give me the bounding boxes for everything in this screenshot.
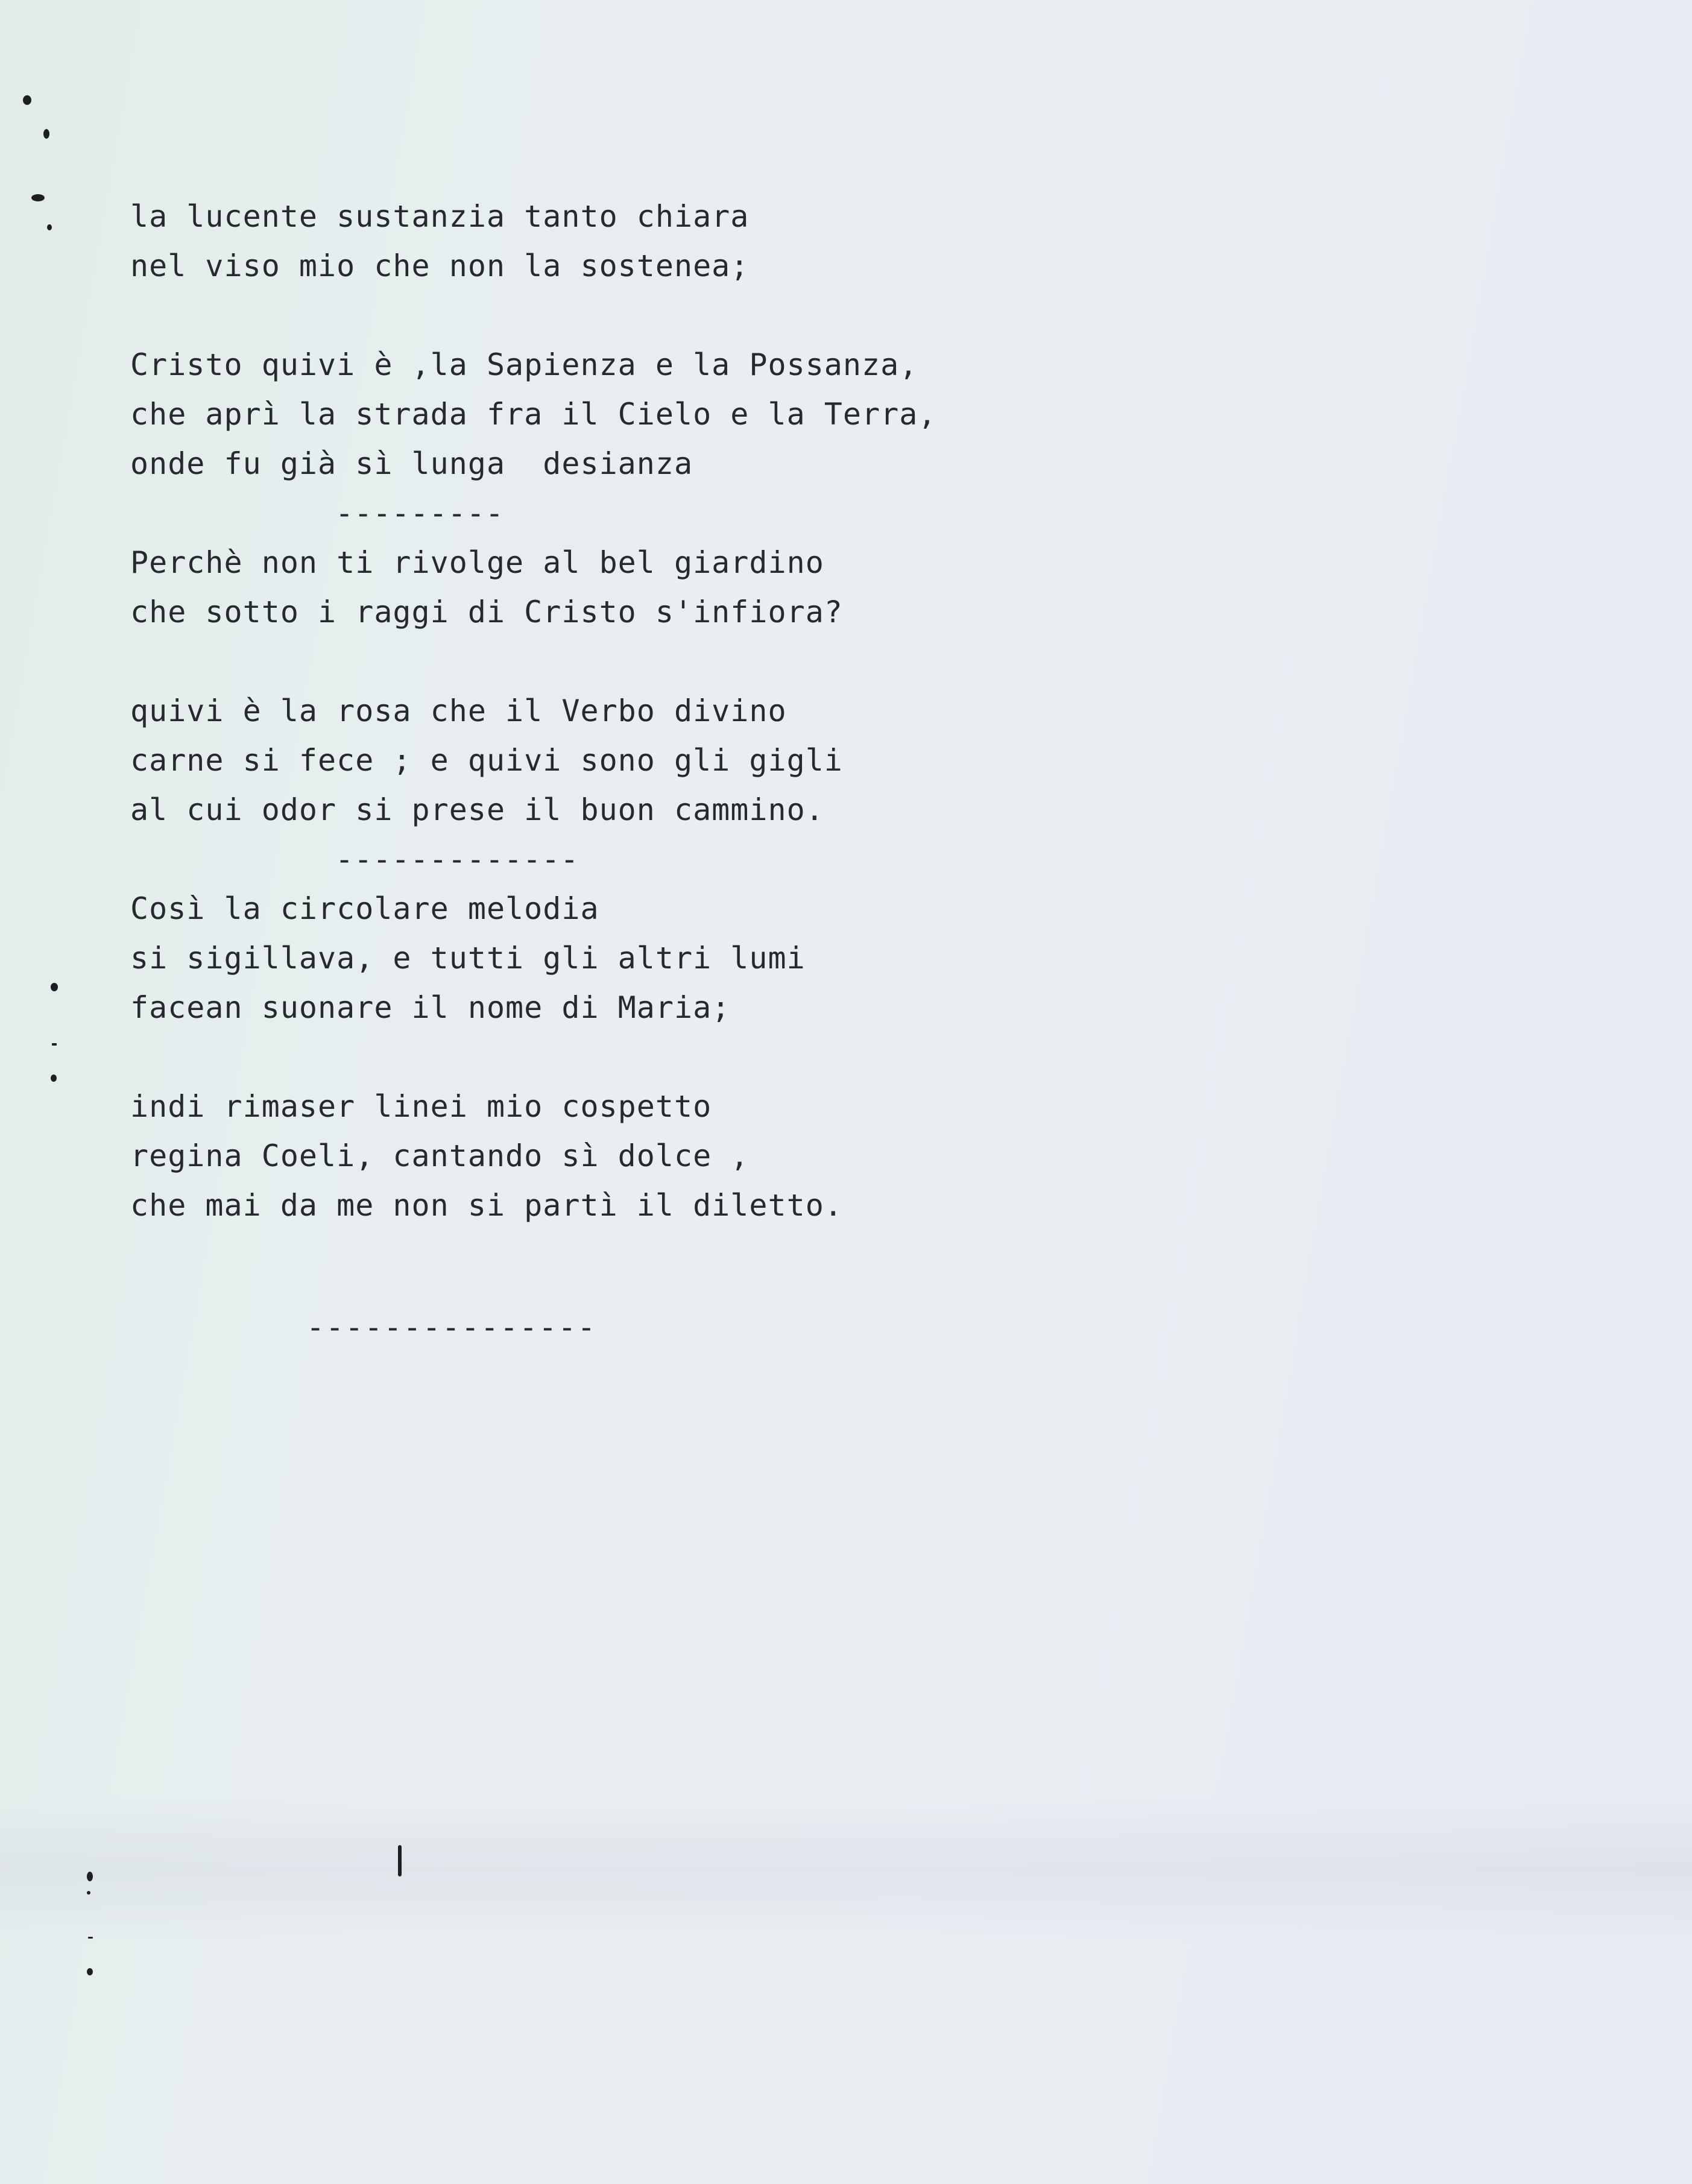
poem-line: al cui odor si prese il buon cammino. [130,792,824,827]
poem-line: Perchè non ti rivolge al bel giardino [130,545,824,580]
poem-line: si sigillava, e tutti gli altri lumi [130,941,806,976]
poem-line: nel viso mio che non la sostenea; [130,248,750,283]
binding-mark [51,1075,57,1082]
stanza-gap [130,1032,1517,1082]
separator-line: --------- [335,496,504,531]
poem-line: che sotto i raggi di Cristo s'infiora? [130,595,843,630]
separator-line: ------------- [335,842,579,877]
poem-body [130,192,1517,1230]
binding-mark [87,1891,90,1895]
poem-line: Così la circolare melodia [130,891,599,926]
closing-separator: --------------- [306,1310,597,1345]
show-through-band [0,1797,1692,1942]
poem-line: regina Coeli, cantando sì dolce , [130,1138,750,1173]
poem-line: carne si fece ; e quivi sono gli gigli [130,743,843,778]
binding-mark [88,1937,93,1939]
poem-line: la lucente sustanzia tanto chiara [130,199,750,234]
binding-mark [87,1968,93,1975]
binding-mark [51,983,58,991]
stanza-gap [130,291,1517,340]
poem-line: indi rimaser linei mio cospetto [130,1089,712,1124]
poem-line: che mai da me non si partì il diletto. [130,1188,843,1223]
binding-mark [52,1043,57,1046]
ink-mark [398,1845,402,1876]
poem-line: onde fu già sì lunga desianza [130,446,693,481]
binding-mark [47,224,52,230]
binding-mark [43,129,49,139]
poem-line: che aprì la strada fra il Cielo e la Terra, [130,397,937,432]
poem-line: Cristo quivi è ,la Sapienza e la Possanza, [130,347,918,382]
binding-mark [31,194,45,201]
binding-mark [23,95,31,105]
binding-mark [87,1872,93,1881]
poem-line: quivi è la rosa che il Verbo divino [130,693,787,728]
poem-line: facean suonare il nome di Maria; [130,990,731,1025]
stanza-gap [130,637,1517,686]
